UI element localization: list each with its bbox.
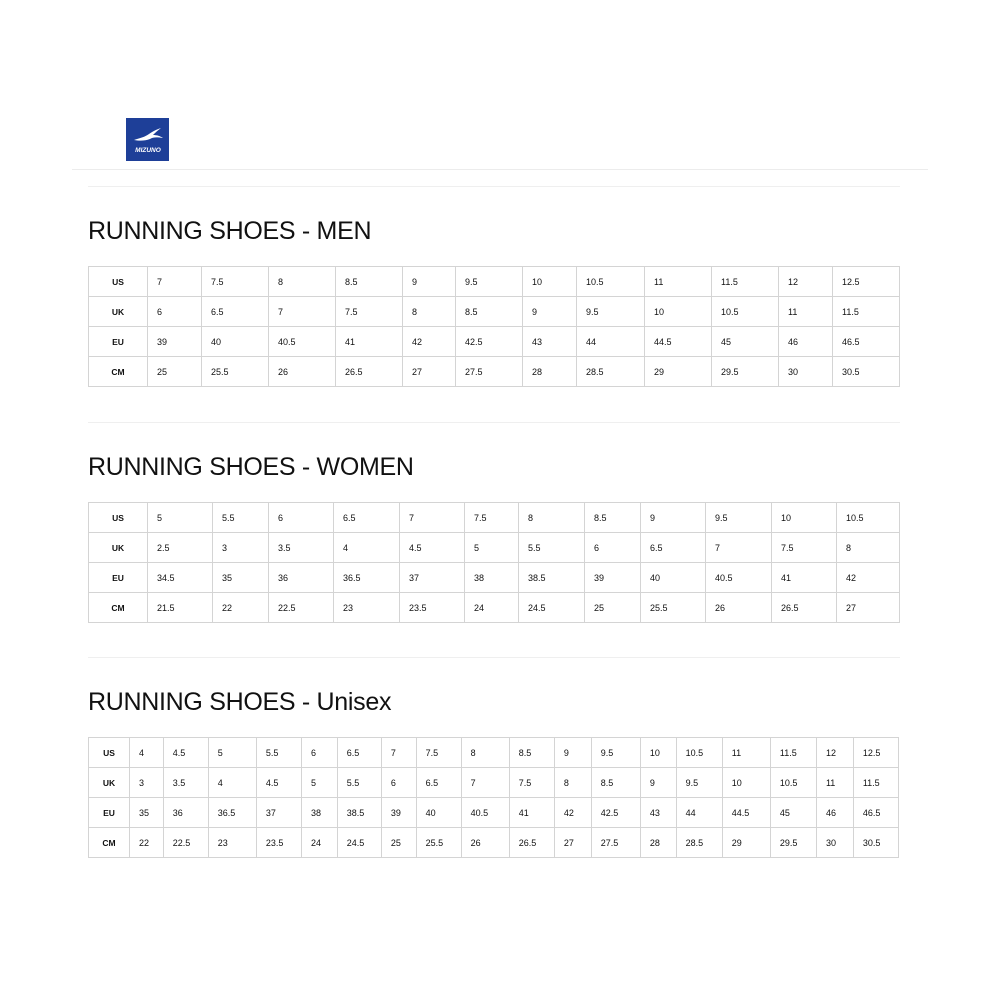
size-cell: 30 [816,828,853,858]
size-cell: 11 [645,267,712,297]
size-cell: 8 [554,768,591,798]
size-cell: 22 [213,593,269,623]
size-row-us [89,503,900,533]
size-cell: 11.5 [833,297,900,327]
size-cell: 39 [148,327,202,357]
size-cell: 3.5 [269,533,334,563]
row-label: CM [89,593,148,623]
mizuno-logo [126,118,169,161]
size-cell: 30 [779,357,833,387]
size-cell: 43 [640,798,676,828]
size-cell: 22 [129,828,163,858]
size-cell: 44.5 [645,327,712,357]
size-cell: 12 [779,267,833,297]
size-cell: 5 [208,738,256,768]
size-cell: 10 [772,503,837,533]
size-cell: 8.5 [509,738,554,768]
size-cell: 46 [816,798,853,828]
row-label: UK [89,768,130,798]
size-cell: 29.5 [770,828,816,858]
row-label: UK [89,533,148,563]
size-cell: 45 [770,798,816,828]
size-cell: 3.5 [163,768,208,798]
section-divider [88,422,900,423]
section-divider [88,186,900,187]
size-cell: 28 [523,357,577,387]
size-cell: 10 [722,768,770,798]
size-cell: 7 [706,533,772,563]
size-cell: 8 [269,267,336,297]
size-cell: 4 [334,533,400,563]
size-cell: 42 [837,563,900,593]
size-cell: 29 [645,357,712,387]
size-cell: 41 [509,798,554,828]
size-cell: 28 [640,828,676,858]
row-label: EU [89,563,148,593]
row-label: CM [89,828,130,858]
size-cell: 22.5 [163,828,208,858]
size-cell: 7.5 [336,297,403,327]
size-cell: 44 [577,327,645,357]
size-cell: 46 [779,327,833,357]
row-label: US [89,738,130,768]
size-cell: 9 [641,503,706,533]
size-cell: 9 [554,738,591,768]
size-cell: 25 [585,593,641,623]
size-cell: 41 [772,563,837,593]
size-cell: 44 [676,798,722,828]
size-cell: 26.5 [336,357,403,387]
size-cell: 5 [301,768,337,798]
size-cell: 9.5 [577,297,645,327]
size-cell: 23 [208,828,256,858]
size-cell: 5 [148,503,213,533]
size-cell: 25.5 [641,593,706,623]
size-cell: 9 [523,297,577,327]
section-divider [88,657,900,658]
size-cell: 6.5 [416,768,461,798]
size-cell: 10.5 [837,503,900,533]
size-cell: 5.5 [213,503,269,533]
size-cell: 10.5 [577,267,645,297]
men-section-title: RUNNING SHOES - MEN [88,217,372,245]
size-cell: 38.5 [519,563,585,593]
size-cell: 29 [722,828,770,858]
header-divider [72,169,928,170]
size-cell: 12.5 [853,738,898,768]
size-cell: 2.5 [148,533,213,563]
size-cell: 38 [301,798,337,828]
size-cell: 11.5 [853,768,898,798]
size-cell: 7.5 [772,533,837,563]
size-cell: 27 [837,593,900,623]
unisex-size-table [88,737,899,858]
size-cell: 5.5 [256,738,301,768]
size-cell: 9.5 [706,503,772,533]
size-cell: 8.5 [585,503,641,533]
men-size-table [88,266,900,387]
size-cell: 40.5 [706,563,772,593]
size-row-eu [89,327,900,357]
size-cell: 8 [837,533,900,563]
size-cell: 27 [554,828,591,858]
size-cell: 26.5 [772,593,837,623]
row-label: UK [89,297,148,327]
row-label: EU [89,327,148,357]
size-cell: 7 [381,738,416,768]
size-cell: 36.5 [334,563,400,593]
size-cell: 25 [381,828,416,858]
size-cell: 46.5 [833,327,900,357]
size-cell: 7.5 [509,768,554,798]
size-cell: 27 [403,357,456,387]
size-cell: 26.5 [509,828,554,858]
size-cell: 23 [334,593,400,623]
size-cell: 7 [461,768,509,798]
size-cell: 5.5 [519,533,585,563]
size-row-uk [89,533,900,563]
size-cell: 4 [129,738,163,768]
size-cell: 23.5 [400,593,465,623]
size-cell: 4 [208,768,256,798]
size-cell: 22.5 [269,593,334,623]
size-cell: 34.5 [148,563,213,593]
size-cell: 10.5 [712,297,779,327]
size-row-eu [89,563,900,593]
size-cell: 39 [585,563,641,593]
size-cell: 28.5 [577,357,645,387]
size-cell: 10 [645,297,712,327]
size-cell: 41 [336,327,403,357]
size-cell: 8.5 [456,297,523,327]
size-cell: 40 [416,798,461,828]
size-cell: 35 [129,798,163,828]
size-cell: 11.5 [770,738,816,768]
row-label: US [89,267,148,297]
size-cell: 24.5 [337,828,381,858]
size-cell: 6 [585,533,641,563]
size-cell: 29.5 [712,357,779,387]
size-cell: 42 [403,327,456,357]
runbird-icon [130,125,166,155]
size-cell: 7.5 [202,267,269,297]
size-cell: 36 [163,798,208,828]
size-cell: 26 [269,357,336,387]
size-cell: 8.5 [336,267,403,297]
size-cell: 8.5 [591,768,640,798]
size-cell: 11 [779,297,833,327]
size-row-cm [89,593,900,623]
size-cell: 7 [269,297,336,327]
size-cell: 6.5 [641,533,706,563]
size-cell: 25.5 [416,828,461,858]
size-cell: 6 [269,503,334,533]
size-cell: 4.5 [400,533,465,563]
size-cell: 7.5 [416,738,461,768]
size-cell: 11 [722,738,770,768]
size-row-cm [89,828,899,858]
size-cell: 40 [641,563,706,593]
size-cell: 6 [301,738,337,768]
size-cell: 39 [381,798,416,828]
size-cell: 42.5 [591,798,640,828]
size-cell: 25 [148,357,202,387]
size-cell: 26 [461,828,509,858]
size-cell: 8 [519,503,585,533]
size-cell: 12 [816,738,853,768]
size-cell: 42.5 [456,327,523,357]
size-cell: 6.5 [334,503,400,533]
size-cell: 12.5 [833,267,900,297]
size-cell: 37 [256,798,301,828]
size-cell: 3 [213,533,269,563]
size-cell: 3 [129,768,163,798]
size-cell: 10 [523,267,577,297]
size-row-us [89,267,900,297]
size-cell: 21.5 [148,593,213,623]
size-cell: 10.5 [676,738,722,768]
size-cell: 25.5 [202,357,269,387]
size-cell: 7 [400,503,465,533]
size-cell: 9.5 [591,738,640,768]
size-cell: 8 [461,738,509,768]
size-cell: 38.5 [337,798,381,828]
size-cell: 27.5 [591,828,640,858]
size-cell: 6.5 [337,738,381,768]
size-cell: 44.5 [722,798,770,828]
size-cell: 9.5 [676,768,722,798]
size-cell: 37 [400,563,465,593]
size-cell: 24 [465,593,519,623]
size-cell: 45 [712,327,779,357]
size-row-cm [89,357,900,387]
row-label: EU [89,798,130,828]
size-cell: 7 [148,267,202,297]
size-cell: 10 [640,738,676,768]
row-label: US [89,503,148,533]
size-cell: 27.5 [456,357,523,387]
size-cell: 24.5 [519,593,585,623]
size-cell: 9 [403,267,456,297]
size-cell: 40.5 [461,798,509,828]
women-section-title: RUNNING SHOES - WOMEN [88,453,414,481]
size-cell: 6 [148,297,202,327]
size-cell: 10.5 [770,768,816,798]
size-cell: 6.5 [202,297,269,327]
size-row-uk [89,297,900,327]
size-cell: 9.5 [456,267,523,297]
size-cell: 40 [202,327,269,357]
row-label: CM [89,357,148,387]
size-cell: 40.5 [269,327,336,357]
size-cell: 43 [523,327,577,357]
size-cell: 5.5 [337,768,381,798]
size-cell: 7.5 [465,503,519,533]
size-cell: 46.5 [853,798,898,828]
size-cell: 11.5 [712,267,779,297]
size-row-uk [89,768,899,798]
size-cell: 28.5 [676,828,722,858]
size-row-us [89,738,899,768]
size-cell: 5 [465,533,519,563]
size-cell: 36 [269,563,334,593]
women-size-table [88,502,900,623]
size-cell: 4.5 [256,768,301,798]
size-cell: 38 [465,563,519,593]
size-row-eu [89,798,899,828]
size-cell: 9 [640,768,676,798]
unisex-section-title: RUNNING SHOES - Unisex [88,688,392,716]
size-cell: 24 [301,828,337,858]
size-cell: 35 [213,563,269,593]
size-cell: 11 [816,768,853,798]
size-cell: 42 [554,798,591,828]
size-cell: 4.5 [163,738,208,768]
svg-text:MIZUNO: MIZUNO [134,146,161,154]
size-cell: 30.5 [833,357,900,387]
size-cell: 8 [403,297,456,327]
size-cell: 36.5 [208,798,256,828]
size-cell: 23.5 [256,828,301,858]
size-cell: 26 [706,593,772,623]
size-cell: 30.5 [853,828,898,858]
size-cell: 6 [381,768,416,798]
